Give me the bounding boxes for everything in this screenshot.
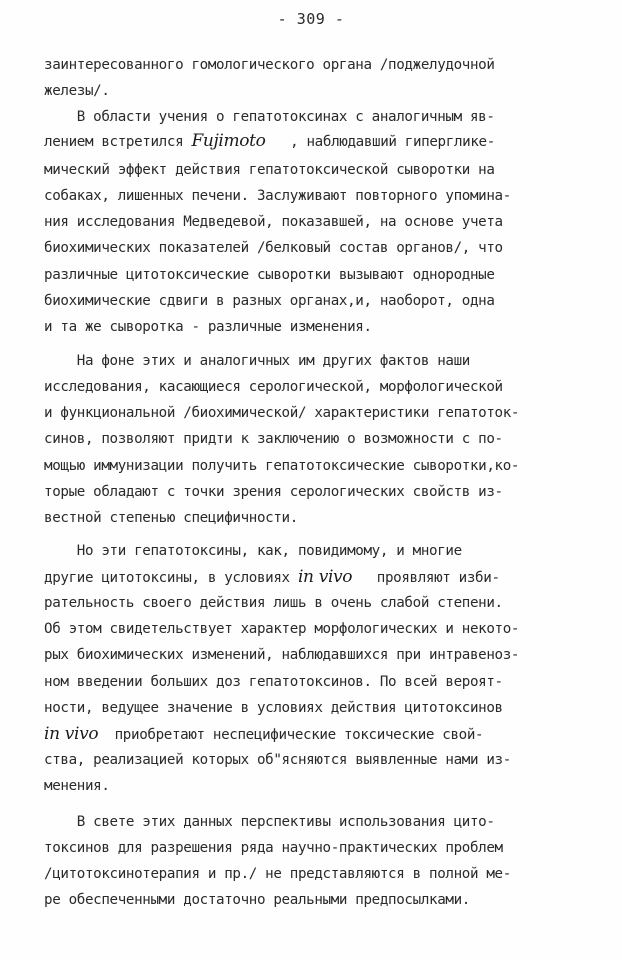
text-line: ном введении больших доз гепатотоксинов. По всей вероят- [44, 674, 503, 690]
handwritten-phrase: in vivo [297, 567, 353, 587]
text-line: ре обеспеченными достаточно реальными предпосылками. [44, 892, 470, 908]
text-line: различные цитотоксические сыворотки вызывают однородные [44, 267, 495, 283]
text-line: торые обладают с точки зрения серологических свойств из- [44, 484, 503, 500]
text-line [44, 133, 495, 150]
text-line: биохимических показателей /белковый состав органов/, что [44, 240, 503, 256]
text-line: железы/. [44, 83, 110, 99]
text-segment: другие цитотоксины, в условиях [44, 570, 298, 586]
text-segment: , наблюдавший гипергликe- [265, 134, 495, 150]
text-line: токсинов для разрешения ряда научно-практических проблем [44, 840, 503, 856]
text-line [44, 726, 483, 743]
text-line: На фоне этих и аналогичных им других фактов наши [44, 353, 470, 369]
text-line: менения. [44, 778, 110, 794]
text-line: ния исследования Медведевой, показавшей, на основе учета [44, 214, 503, 230]
text-line: собаках, лишенных печени. Заслуживают повторного упомина- [44, 188, 511, 204]
text-line: заинтересованного гомологического органа /поджелудочной [44, 57, 495, 73]
text-line: синов, позволяют придти к заключению о возможности с по- [44, 431, 503, 447]
text-line: и та же сыворотка - различные изменения. [44, 319, 372, 335]
text-line: Об этом свидетельствует характер морфологических и некото- [44, 621, 520, 637]
text-line [44, 569, 500, 586]
text-segment: лением встретился [44, 134, 192, 150]
text-line: рательность своего действия лишь в очень слабой степени. [44, 595, 503, 611]
text-line: биохимические сдвиги в разных органах,и, наоборот, одна [44, 293, 495, 309]
page-number: - 309 - [277, 10, 345, 28]
text-line: мощью иммунизации получить гепатотоксические сыворотки,ко- [44, 458, 520, 474]
text-line: ности, ведущее значение в условиях действия цитотоксинов [44, 700, 503, 716]
text-segment: приобретают неспецифические токсические свой- [98, 727, 484, 743]
text-line: и функциональной /биохимической/ характеристики гепатоток- [44, 405, 520, 421]
text-line: В свете этих данных перспективы использования цито- [44, 814, 495, 830]
handwritten-name: Fujimoto [191, 131, 266, 151]
text-line: Но эти гепатотоксины, как, повидимому, и многие [44, 543, 462, 559]
text-segment: проявляют изби- [352, 570, 500, 586]
text-line: рых биохимических изменений, наблюдавшихся при интравеноз- [44, 647, 520, 663]
text-line: мический эффект действия гепатотоксической сыворотки на [44, 162, 495, 178]
text-line: вестной степенью специфичности. [44, 510, 298, 526]
text-line: В области учения о гепатотоксинах с аналогичным яв- [44, 109, 495, 125]
text-line: ства, реализацией которых об"ясняются выявленные нами из- [44, 752, 511, 768]
text-line: /цитотоксинотерапия и пр./ не представляются в полной ме- [44, 866, 511, 882]
text-line: исследования, касающиеся серологической, морфологической [44, 379, 503, 395]
handwritten-phrase: in vivo [44, 724, 99, 744]
